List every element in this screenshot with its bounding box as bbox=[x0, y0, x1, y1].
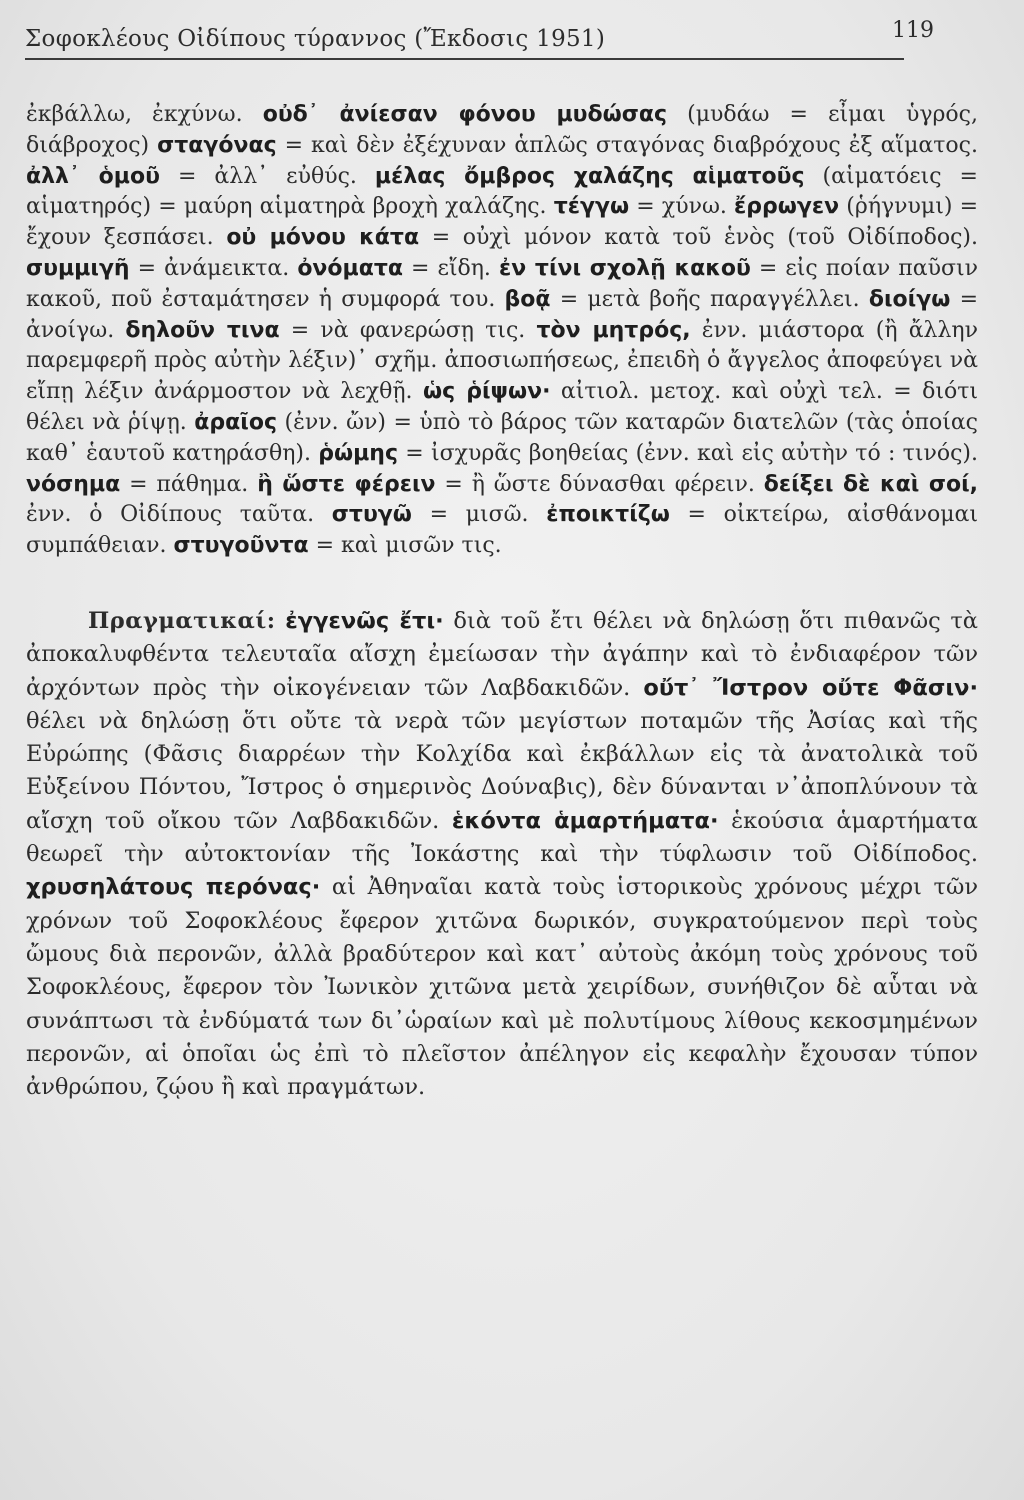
lemma: οὐδ᾽ ἀνίεσαν φόνου μυδώσας bbox=[262, 102, 668, 127]
page-number: 119 bbox=[892, 18, 934, 43]
gloss-text: (αἱματόεις = αἱματηρός) = μαύρη αἱματηρὰ βροχὴ χαλάζης. bbox=[26, 163, 978, 220]
page-body bbox=[26, 100, 978, 1104]
gloss-text: ἑκούσια ἁμαρτήματα θεωρεῖ τὴν αὐτοκτονίαν τῆς Ἰοκάστης καὶ τὴν τύφλωσιν τοῦ Οἰδίποδος. bbox=[26, 807, 978, 868]
gloss-text: = ἀνάμεικτα. bbox=[129, 255, 298, 281]
lemma: μέλας ὄμβρος χαλάζης αἱματοῦς bbox=[374, 163, 805, 189]
gloss-text: = εἰς ποίαν παῦσιν κακοῦ, ποῦ ἐσταμάτησεν ἡ συμφορά του. bbox=[26, 255, 979, 312]
lemma: ἑκόντα ἁμαρτήματα· bbox=[451, 807, 719, 834]
gloss-text: = πάθημα. bbox=[120, 471, 258, 497]
lemma: συμμιγῆ bbox=[26, 255, 130, 281]
gloss-text bbox=[276, 608, 286, 634]
running-header bbox=[25, 18, 904, 60]
gloss-text: = μισῶ. bbox=[411, 502, 547, 528]
lemma: διοίγω bbox=[868, 286, 951, 312]
gloss-text: = χύνω. bbox=[629, 194, 735, 220]
lemma: ἢ ὥστε φέρειν bbox=[257, 471, 436, 497]
gloss-text: = νὰ φανερώσῃ τις. bbox=[279, 317, 537, 343]
lemma: ὡς ῥίψων· bbox=[422, 379, 551, 405]
gloss-text: = καὶ δὲν ἐξέχυναν ἁπλῶς σταγόνας διαβρόχους ἐξ αἵματος. bbox=[276, 132, 978, 158]
lemma: οὐ μόνου κάτα bbox=[226, 225, 420, 251]
gloss-text: αἰτιολ. μετοχ. καὶ οὐχὶ τελ. = διότι θέλει νὰ ῥίψῃ. bbox=[26, 379, 979, 435]
lemma: στυγοῦντα bbox=[173, 533, 309, 559]
gloss-text: (ῥήγνυμι) = ἔχουν ξεσπάσει. bbox=[26, 194, 978, 251]
lemma: ῥώμης bbox=[318, 440, 399, 466]
gloss-text: = ἀνοίγω. bbox=[26, 286, 978, 343]
gloss-text: θέλει νὰ δηλώσῃ ὅτι οὔτε τὰ νερὰ τῶν μεγίστων ποταμῶν τῆς Ἀσίας καὶ τῆς Εὐρώπης (Φᾶσις διαρρέων τὴν Κολχίδα καὶ ἐκβάλλων εἰς τὰ ἀνατολικὰ τοῦ Εὐξείνου Πόντου, Ἴστρος ὁ σημερινὸς Δούναβις), δὲν δύνανται ν᾽ἀποπλύνουν τὰ αἴσχη τοῦ οἴκου τῶν Λαβδακιδῶν. bbox=[26, 707, 978, 834]
gloss-text: ἐνν. ὁ Οἰδίπους ταῦτα. bbox=[26, 502, 332, 528]
lemma: τὸν μητρός, bbox=[536, 317, 691, 343]
practical-notes-paragraph bbox=[26, 605, 978, 1104]
lemma: δηλοῦν τινα bbox=[125, 317, 280, 343]
lemma: ἐγγενῶς ἔτι· bbox=[285, 607, 444, 634]
lemma: ἔρρωγεν bbox=[734, 194, 840, 220]
lemma: ὀνόματα bbox=[297, 255, 403, 281]
lemma: σταγόνας bbox=[157, 132, 277, 158]
lemma: οὔτ᾽ Ἴστρον οὔτε Φᾶσιν· bbox=[643, 674, 978, 701]
lemma: ἐν τίνι σχολῇ κακοῦ bbox=[498, 255, 751, 281]
gloss-text: = ἀλλ᾽ εὐθύς. bbox=[159, 163, 375, 189]
practical-heading: Πραγματικαί: bbox=[88, 607, 276, 634]
lemma: δείξει δὲ καὶ σοί, bbox=[763, 471, 979, 497]
lemma: νόσημα bbox=[26, 471, 121, 497]
gloss-text: = οἰκτείρω, αἰσθάνομαι συμπάθειαν. bbox=[26, 502, 978, 559]
gloss-text: = καὶ μισῶν τις. bbox=[308, 533, 502, 559]
lemma: στυγῶ bbox=[331, 502, 412, 528]
gloss-text: = οὐχὶ μόνον κατὰ τοῦ ἑνὸς (τοῦ Οἰδίποδος). bbox=[419, 225, 978, 251]
gloss-text: (μυδάω = εἶμαι ὑγρός, διάβροχος) bbox=[26, 102, 978, 158]
gloss-text: ἐνν. μιάστορα (ἢ ἄλλην παρεμφερῆ πρὸς αὐτὴν λέξιν)᾽ σχῆμ. ἀποσιωπήσεως, ἐπειδὴ ὁ ἄγγελος ἀποφεύγει νὰ εἴπῃ λέξιν ἀνάρμοστον νὰ λεχθῇ. bbox=[26, 317, 978, 405]
gloss-text: = ἰσχυρᾶς βοηθείας (ἐνν. καὶ εἰς αὐτὴν τό : τινός). bbox=[398, 440, 978, 466]
lemma: ἀραῖος bbox=[194, 409, 278, 435]
gloss-text: = ἢ ὥστε δύνασθαι φέρειν. bbox=[435, 471, 764, 497]
header-title: Σοφοκλέους Οἰδίπους τύραννος (Ἔκδοσις 1951) bbox=[25, 26, 606, 52]
gloss-text: διὰ τοῦ ἔτι θέλει νὰ δηλώσῃ ὅτι πιθανῶς τὰ ἀποκαλυφθέντα τελευταῖα αἴσχη ἐμείωσαν τὴν ἀγάπην καὶ τὸ ἐνδιαφέρον τῶν ἀρχόντων πρὸς τὴν οἰκογένειαν τῶν Λαβδακιδῶν. bbox=[26, 607, 978, 701]
lemma: τέγγω bbox=[553, 194, 630, 220]
gloss-text: = εἴδη. bbox=[402, 255, 499, 281]
lemma: χρυσηλάτους περόνας· bbox=[26, 874, 321, 901]
gloss-text: αἱ Ἀθηναῖαι κατὰ τοὺς ἱστορικοὺς χρόνους μέχρι τῶν χρόνων τοῦ Σοφοκλέους ἔφερον χιτῶνα δωρικόν, συγκρατούμενον περὶ τοὺς ὤμους διὰ περονῶν, ἀλλὰ βραδύτερον καὶ κατ᾽ αὐτοὺς ἀκόμη τοὺς χρόνους τοῦ Σοφοκλέους, ἔφερον τὸν Ἰωνικὸν χιτῶνα μετὰ χειρίδων, συνήθιζον δὲ αὗται νὰ συνάπτωσι τὰ ἐνδύματά των δι᾽ὡραίων καὶ μὲ πολυτίμους λίθους κεκοσμημένων περονῶν, αἱ ὁποῖαι ὡς ἐπὶ τὸ πλεῖστον ἀπέληγον εἰς κεφαλὴν ἔχουσαν τύπον ἀνθρώπου, ζῴου ἢ καὶ πραγμάτων. bbox=[26, 874, 978, 1101]
commentary-paragraph bbox=[26, 100, 978, 562]
gloss-text: (ἐνν. ὤν) = ὑπὸ τὸ βάρος τῶν καταρῶν διατελῶν (τὰς ὁποίας καθ᾽ ἑαυτοῦ κατηράσθη). bbox=[26, 409, 978, 466]
lemma: ἀλλ᾽ ὁμοῦ bbox=[26, 163, 160, 189]
lemma: ἐποικτίζω bbox=[546, 502, 670, 528]
lemma: βοᾷ bbox=[504, 286, 551, 312]
gloss-text: = μετὰ βοῆς παραγγέλλει. bbox=[550, 286, 869, 312]
gloss-text: ἐκβάλλω, ἐκχύνω. bbox=[26, 102, 263, 127]
